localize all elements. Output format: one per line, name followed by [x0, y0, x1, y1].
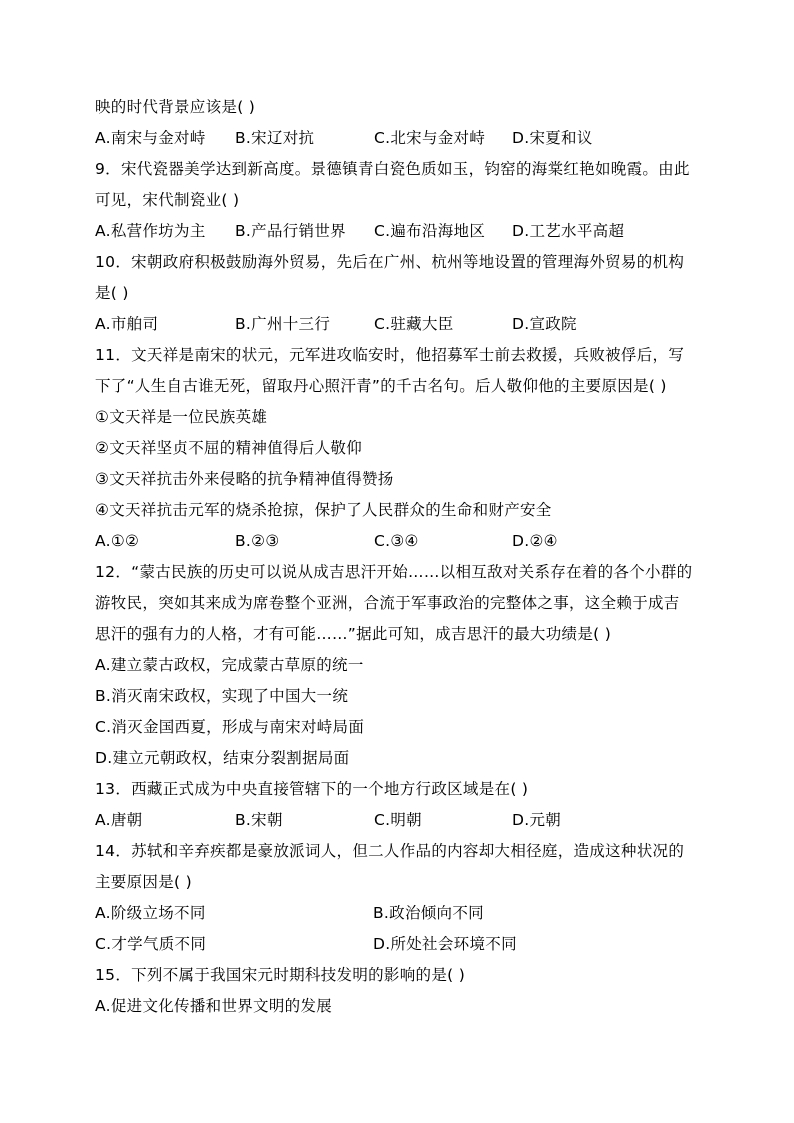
q12-stem-line-2: 游牧民，突如其来成为席卷整个亚洲，合流于军事政治的完整体之事，这全赖于成吉 [95, 594, 680, 612]
q14-option-c: C.才学气质不同 [95, 935, 207, 953]
q13-stem: 13．西藏正式成为中央直接管辖下的一个地方行政区域是在( ) [95, 780, 529, 798]
q14-stem-line-1: 14．苏轼和辛弃疾都是豪放派词人，但二人作品的内容却大相径庭，造成这种状况的 [95, 842, 685, 860]
q11-statement-1: ①文天祥是一位民族英雄 [95, 408, 268, 426]
q12-option-a: A.建立蒙古政权，完成蒙古草原的统一 [95, 656, 364, 674]
q12-stem-line-1: 12．“蒙古民族的历史可以说从成吉思汗开始……以相互敌对关系存在着的各个小群的 [95, 563, 693, 581]
q12-option-d: D.建立元朝政权，结束分裂割据局面 [95, 749, 350, 767]
q9-option-a: A.私营作坊为主 [95, 222, 206, 240]
q14-option-b: B.政治倾向不同 [373, 904, 484, 922]
q11-stem-line-2: 下了“人生自古谁无死，留取丹心照汗青”的千古名句。后人敬仰他的主要原因是( ) [95, 377, 667, 395]
q10-option-b: B.广州十三行 [235, 315, 331, 333]
q11-option-b: B.②③ [235, 532, 280, 550]
q11-option-c: C.③④ [374, 532, 419, 550]
q11-statement-3: ③文天祥抗击外来侵略的抗争精神值得赞扬 [95, 470, 394, 488]
q10-option-d: D.宣政院 [512, 315, 577, 333]
q11-statement-2: ②文天祥坚贞不屈的精神值得后人敬仰 [95, 439, 362, 457]
q15-stem: 15．下列不属于我国宋元时期科技发明的影响的是( ) [95, 966, 466, 984]
q9-option-b: B.产品行销世界 [235, 222, 346, 240]
q12-option-b: B.消灭南宋政权，实现了中国大一统 [95, 687, 349, 705]
q13-option-a: A.唐朝 [95, 811, 143, 829]
q8-option-b: B.宋辽对抗 [235, 129, 315, 147]
q11-option-a: A.①② [95, 532, 140, 550]
q11-option-d: D.②④ [512, 532, 558, 550]
q11-statement-4: ④文天祥抗击元军的烧杀抢掠，保护了人民群众的生命和财产安全 [95, 501, 552, 519]
q12-stem-line-3: 思汗的强有力的人格，才有可能……”据此可知，成吉思汗的最大功绩是( ) [95, 625, 612, 643]
q8-option-c: C.北宋与金对峙 [374, 129, 486, 147]
q11-stem-line-1: 11．文天祥是南宋的状元，元军进攻临安时，他招募军士前去救援，兵败被俘后，写 [95, 346, 685, 364]
q10-option-c: C.驻藏大臣 [374, 315, 454, 333]
q13-option-d: D.元朝 [512, 811, 562, 829]
q14-option-a: A.阶级立场不同 [95, 904, 206, 922]
q10-stem-line-1: 10．宋朝政府积极鼓励海外贸易，先后在广州、杭州等地设置的管理海外贸易的机构 [95, 253, 685, 271]
q13-option-b: B.宋朝 [235, 811, 283, 829]
q9-stem-line-2: 可见，宋代制瓷业( ) [95, 191, 240, 209]
q14-stem-line-2: 主要原因是( ) [95, 873, 192, 891]
q9-option-d: D.工艺水平高超 [512, 222, 625, 240]
q13-option-c: C.明朝 [374, 811, 422, 829]
q9-option-c: C.遍布沿海地区 [374, 222, 486, 240]
q14-option-d: D.所处社会环境不同 [373, 935, 517, 953]
q8-option-d: D.宋夏和议 [512, 129, 593, 147]
q8-stem-tail: 映的时代背景应该是( ) [95, 98, 256, 116]
q12-option-c: C.消灭金国西夏，形成与南宋对峙局面 [95, 718, 365, 736]
q10-option-a: A.市舶司 [95, 315, 159, 333]
q10-stem-line-2: 是( ) [95, 284, 129, 302]
q8-option-a: A.南宋与金对峙 [95, 129, 206, 147]
q15-option-a: A.促进文化传播和世界文明的发展 [95, 997, 333, 1015]
q9-stem-line-1: 9．宋代瓷器美学达到新高度。景德镇青白瓷色质如玉，钧窑的海棠红艳如晚霞。由此 [95, 160, 690, 178]
